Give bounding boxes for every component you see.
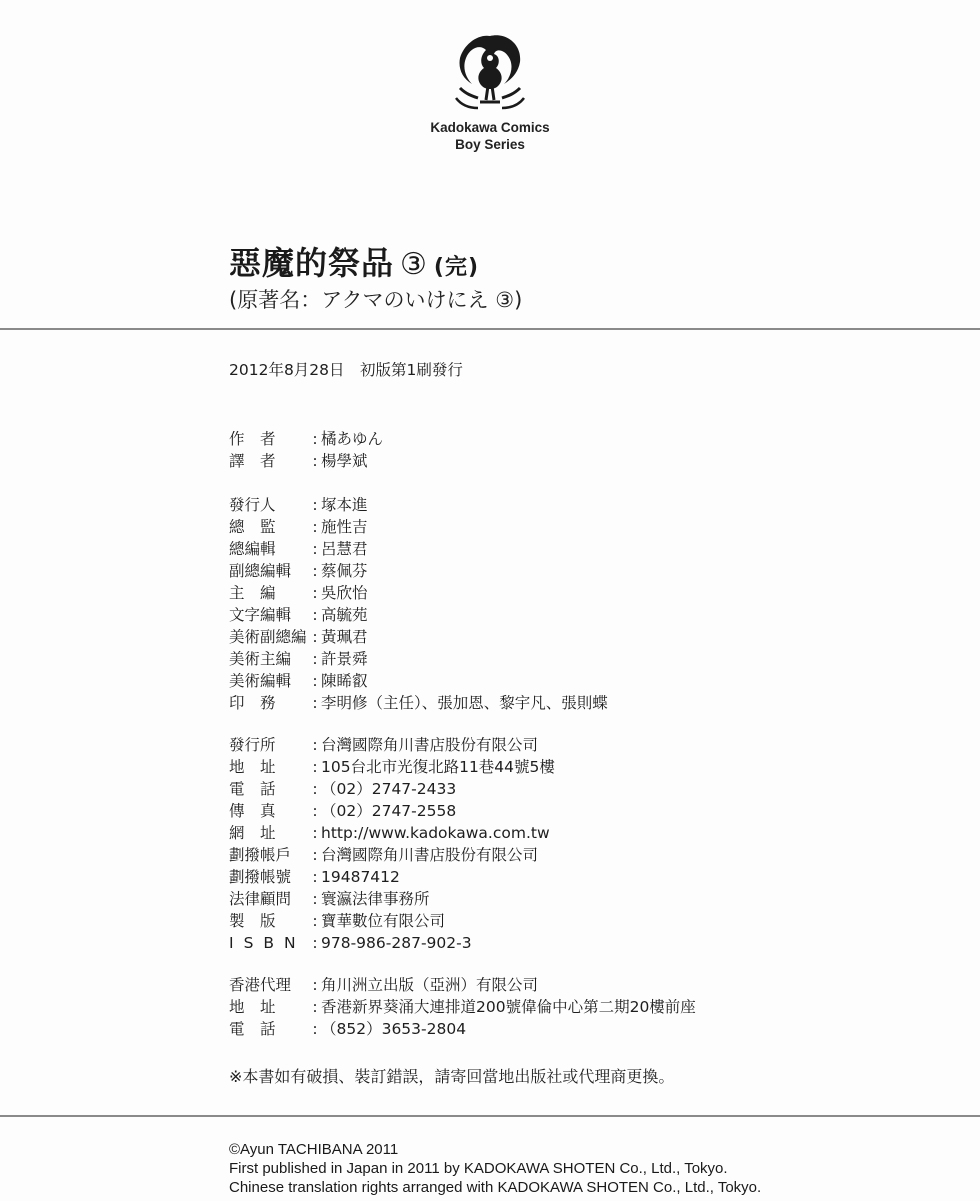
staff-value: 吳欣怡: [321, 584, 368, 602]
staff-label: 美術副總編: [229, 628, 307, 646]
complete-marker: (完): [433, 255, 480, 280]
publisher-label: 製 版: [229, 912, 276, 930]
website-link[interactable]: http://www.kadokawa.com.tw: [321, 824, 550, 842]
hk-row: 電 話 : （852）3653-2804: [229, 1020, 467, 1038]
publisher-value: 寰瀛法律事務所: [321, 890, 430, 908]
staff-block: [229, 494, 608, 714]
staff-label: 發行人: [229, 496, 276, 514]
staff-row: 美術編輯 : 陳睎叡: [229, 672, 368, 690]
publisher-label: 地 址: [229, 758, 276, 776]
staff-label: 副總編輯: [229, 562, 292, 580]
publisher-row: 電 話 : （02）2747-2433: [229, 780, 457, 798]
credit-row: 作 者 : 橘あゆん: [229, 430, 384, 448]
staff-row: 發行人 : 塚本進: [229, 496, 368, 514]
staff-row: 印 務 : 李明修（主任）、張加恩、黎宇凡、張則蝶: [229, 694, 608, 712]
publisher-label: 劃撥帳號: [229, 868, 292, 886]
staff-row: 文字編輯 : 高毓苑: [229, 606, 368, 624]
publisher-value: 台灣國際角川書店股份有限公司: [321, 736, 539, 754]
isbn-value: 978-986-287-902-3: [321, 934, 472, 952]
hongkong-block: [229, 974, 696, 1040]
staff-value: 塚本進: [321, 496, 368, 514]
publisher-block: [229, 734, 555, 954]
publisher-label: 網 址: [229, 824, 276, 842]
hk-label: 電 話: [229, 1020, 276, 1038]
translation-rights-line: Chinese translation rights arranged with KADOKAWA SHOTEN Co., Ltd., Tokyo.: [229, 1179, 762, 1196]
publisher-row: 發行所 : 台灣國際角川書店股份有限公司: [229, 736, 539, 754]
staff-value: 陳睎叡: [321, 672, 368, 690]
hk-value: 香港新界葵涌大連排道200號偉倫中心第二期20樓前座: [321, 998, 696, 1016]
staff-row: 美術副總編 : 黃珮君: [229, 628, 368, 646]
title-text: 惡魔的祭品: [229, 244, 395, 282]
credit-value: 楊學斌: [321, 452, 368, 470]
phoenix-emblem-icon: [450, 28, 530, 118]
damage-notice: ※本書如有破損、裝訂錯誤，請寄回當地出版社或代理商更換。: [229, 1067, 675, 1086]
staff-row: 美術主編 : 許景舜: [229, 650, 368, 668]
staff-value: 高毓苑: [321, 606, 368, 624]
publisher-value: （02）2747-2433: [321, 780, 457, 798]
publisher-row: 網 址 : http://www.kadokawa.com.tw: [229, 824, 550, 842]
publisher-value: 19487412: [321, 868, 400, 886]
credit-value: 橘あゆん: [321, 430, 384, 448]
publisher-label: 傳 真: [229, 802, 276, 820]
hk-label: 香港代理: [229, 976, 292, 994]
copyright-line: ©Ayun TACHIBANA 2011: [229, 1141, 399, 1158]
staff-value: 許景舜: [321, 650, 368, 668]
original-title: (原著名：アクマのいけにえ ③): [229, 288, 523, 312]
staff-row: 總 監 : 施性吉: [229, 518, 368, 536]
divider-top: [0, 328, 980, 330]
publisher-value: 105台北市光復北路11巷44號5樓: [321, 758, 555, 776]
publisher-value: 寶華數位有限公司: [321, 912, 446, 930]
staff-label: 文字編輯: [229, 606, 292, 624]
publisher-label: 發行所: [229, 736, 276, 754]
hk-value: 角川洲立出版（亞洲）有限公司: [321, 976, 539, 994]
staff-label: 美術主編: [229, 650, 292, 668]
staff-label: 總編輯: [229, 540, 276, 558]
copyright-block: [229, 1140, 761, 1197]
hk-label: 地 址: [229, 998, 276, 1016]
publisher-row: 地 址 : 105台北市光復北路11巷44號5樓: [229, 758, 555, 776]
credits-block: [229, 428, 383, 472]
staff-label: 美術編輯: [229, 672, 292, 690]
staff-value: 呂慧君: [321, 540, 368, 558]
series-name-line2: Boy Series: [455, 137, 525, 152]
hk-row: 地 址 : 香港新界葵涌大連排道200號偉倫中心第二期20樓前座: [229, 998, 696, 1016]
staff-value: 施性吉: [321, 518, 368, 536]
publisher-row: 傳 真 : （02）2747-2558: [229, 802, 457, 820]
publisher-label: 法律顧問: [229, 890, 292, 908]
staff-value: 蔡佩芬: [321, 562, 368, 580]
book-title: [229, 238, 479, 284]
divider-bottom: [0, 1115, 980, 1117]
hk-value: （852）3653-2804: [321, 1020, 467, 1038]
first-published-line: First published in Japan in 2011 by KADOKAWA SHOTEN Co., Ltd., Tokyo.: [229, 1160, 728, 1177]
publisher-row: ISBN : 978-986-287-902-3: [229, 934, 472, 952]
staff-value: 李明修（主任）、張加恩、黎宇凡、張則蝶: [321, 694, 608, 712]
series-name-line1: Kadokawa Comics: [430, 120, 550, 135]
staff-row: 主 編 : 吳欣怡: [229, 584, 368, 602]
publisher-row: 劃撥帳戶 : 台灣國際角川書店股份有限公司: [229, 846, 539, 864]
staff-row: 總編輯 : 呂慧君: [229, 540, 368, 558]
volume-number: ③: [400, 247, 428, 282]
staff-label: 印 務: [229, 694, 276, 712]
credit-label: 譯 者: [229, 452, 276, 470]
publisher-row: 劃撥帳號 : 19487412: [229, 868, 400, 886]
credit-row: 譯 者 : 楊學斌: [229, 452, 368, 470]
staff-value: 黃珮君: [321, 628, 368, 646]
hk-row: 香港代理 : 角川洲立出版（亞洲）有限公司: [229, 976, 539, 994]
staff-row: 副總編輯 : 蔡佩芬: [229, 562, 368, 580]
edition-date: 2012年8月28日 初版第1刷發行: [229, 361, 463, 379]
publisher-value: （02）2747-2558: [321, 802, 457, 820]
staff-label: 總 監: [229, 518, 276, 536]
staff-label: 主 編: [229, 584, 276, 602]
publisher-label: 電 話: [229, 780, 276, 798]
credit-label: 作 者: [229, 430, 276, 448]
publisher-label: 劃撥帳戶: [229, 846, 292, 864]
publisher-row: 法律顧問 : 寰瀛法律事務所: [229, 890, 430, 908]
publisher-value: 台灣國際角川書店股份有限公司: [321, 846, 539, 864]
publisher-row: 製 版 : 寶華數位有限公司: [229, 912, 446, 930]
publisher-label: ISBN: [229, 934, 306, 952]
